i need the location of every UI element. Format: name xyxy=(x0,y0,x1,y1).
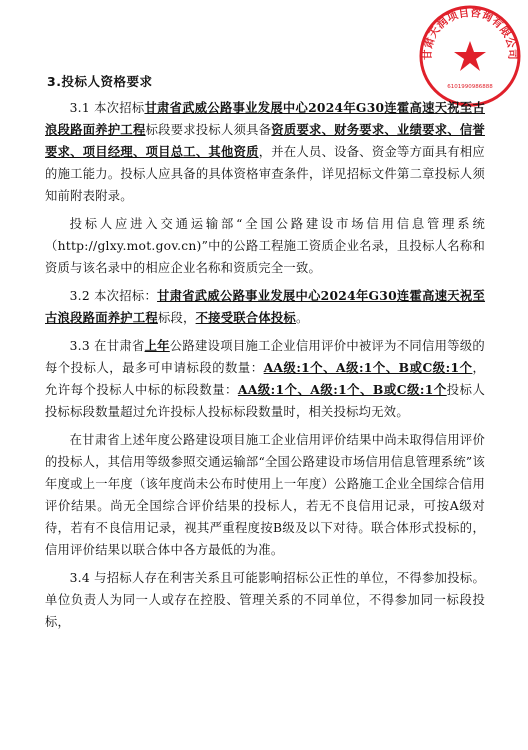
company-seal-icon xyxy=(418,4,522,108)
p3-mid: 标段， xyxy=(157,311,196,325)
seal-number: 6101990986888 xyxy=(447,84,493,90)
paragraph-credit-system xyxy=(45,213,485,279)
p4-year: 上年 xyxy=(144,338,170,353)
p1-lead: 3.1 本次招标 xyxy=(69,101,145,115)
p2-text: 投标人应进入交通运输部“全国公路建设市场信用信息管理系统（http://glxy.mot.gov.cn)”中的公路工程施工资质企业名录，且投标人名称和资质与该名录中的相应企业名称和资质完全一致。 xyxy=(45,217,485,275)
p1-tail: ，并在人员、设备、资金等方面具有相应的施工能力。投标人应具备的具体资格审查条件，详见招标文件第二章投标人须知前附表附录。 xyxy=(45,145,485,203)
section-title: 3.投标人资格要求 xyxy=(47,74,153,89)
p6-text: 3.4 与招标人存在利害关系且可能影响招标公正性的单位，不得参加投标。单位负责人为同一人或存在控股、管理关系的不同单位，不得参加同一标段投标， xyxy=(45,571,485,629)
seal-ring-text: 甘肃天润项目咨询有限公司 xyxy=(421,6,519,61)
p4-b: 公路建设项目施工企业信用评价中被评为不同信用等级的每个投标人，最多可申请标段的数量： xyxy=(45,339,485,375)
paragraph-3-3 xyxy=(45,335,485,423)
p4-a: 3.3 在甘肃省 xyxy=(69,339,145,353)
p3-lead: 3.2 本次招标： xyxy=(69,289,158,303)
paragraph-3-2 xyxy=(45,285,485,329)
paragraph-credit-rating xyxy=(45,429,485,561)
p5-text: 在甘肃省上述年度公路建设项目施工企业信用评价结果中尚未取得信用评价的投标人，其信用等级参照交通运输部“全国公路建设市场信用信息管理系统”该年度或上一年度（该年度尚未公布时使用上一年度）公路施工企业全国综合信用评价结果。尚无全国综合评价结果的投标人，若无不良信用记录，可按A级对待，若有不良信用记录，视其严重程度按B级及以下对待。联合体形式投标的，信用评价结果以联合体中各方最低的为准。 xyxy=(45,433,485,557)
paragraph-3-4 xyxy=(45,567,485,633)
p1-project-name: 甘肃省武威公路事业发展中心2024年G30连霍高速天祝至古浪段路面养护工程 xyxy=(45,100,485,137)
p1-mid: 标段要求投标人须具备 xyxy=(145,123,272,137)
p3-no-joint-bid: 不接受联合体投标 xyxy=(195,310,296,325)
p4-max-lots: AA级:1个、A级:1个、B或C级:1个 xyxy=(263,360,473,375)
p3-project-name: 甘肃省武威公路事业发展中心2024年G30连霍高速天祝至古浪段路面养护工程 xyxy=(45,288,486,325)
p1-requirements: 资质要求、财务要求、业绩要求、信誉要求、项目经理、项目总工、其他资质 xyxy=(45,122,485,159)
p4-max-wins: AA级:1个、A级:1个、B或C级:1个 xyxy=(237,382,447,397)
section-body xyxy=(45,97,485,639)
paragraph-3-1 xyxy=(45,97,485,207)
p4-c: ，允许每个投标人中标的标段数量： xyxy=(45,361,485,397)
p3-end: 。 xyxy=(295,311,309,325)
p4-d: 投标人投标标段数量超过允许投标人投标标段数量时，相关投标均无效。 xyxy=(45,383,485,419)
